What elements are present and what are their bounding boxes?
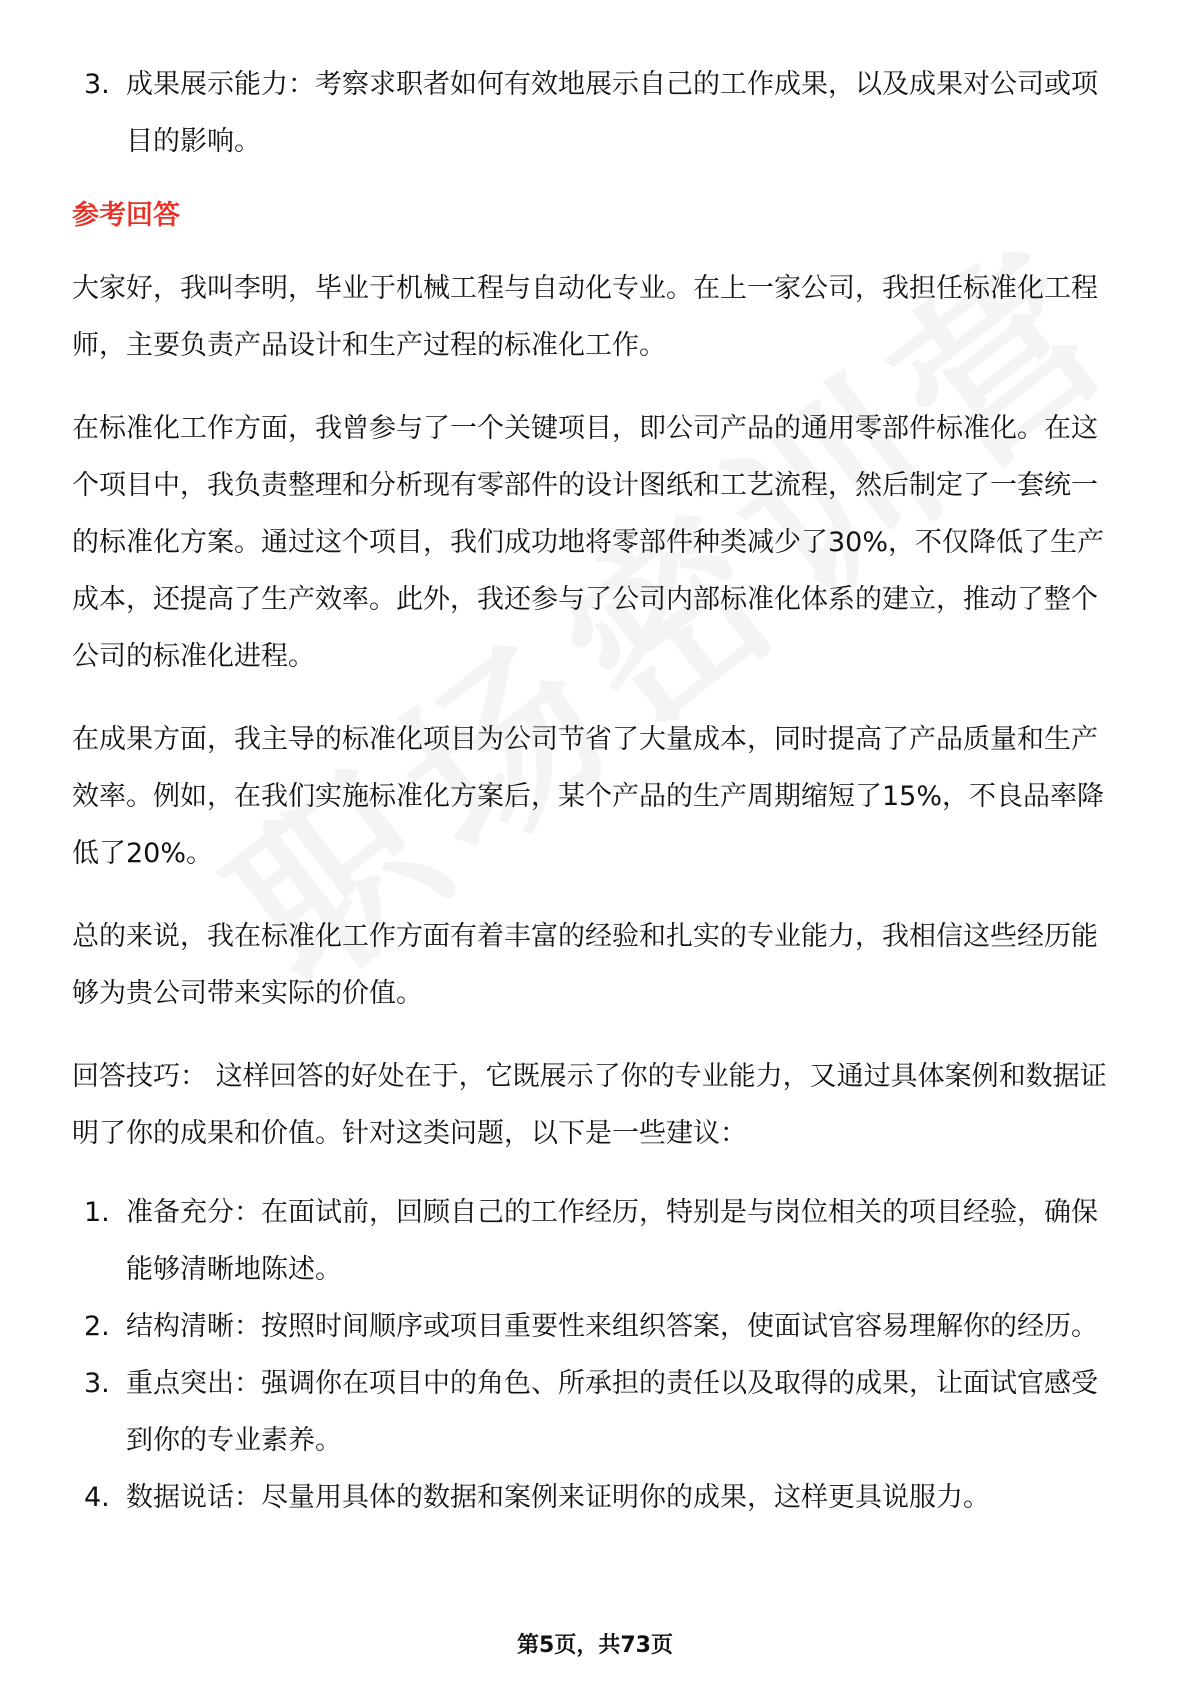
list-item-text: 数据说话：尽量用具体的数据和案例来证明你的成果，这样更具说服力。 (126, 1482, 990, 1513)
list-item-text: 准备充分：在面试前，回顾自己的工作经历，特别是与岗位相关的项目经验，确保能够清晰地陈述。 (126, 1197, 1098, 1285)
list-number: 2. (84, 1311, 110, 1342)
list-item-text: 结构清晰：按照时间顺序或项目重要性来组织答案，使面试官容易理解你的经历。 (126, 1311, 1098, 1342)
tips-list (72, 1184, 1124, 1526)
tip-item-1 (72, 1184, 1124, 1298)
answer-paragraph-2: 在标准化工作方面，我曾参与了一个关键项目，即公司产品的通用零部件标准化。在这个项目中，我负责整理和分析现有零部件的设计图纸和工艺流程，然后制定了一套统一的标准化方案。通过这个项目，我们成功地将零部件种类减少了30%，不仅降低了生产成本，还提高了生产效率。此外，我还参与了公司内部标准化体系的建立，推动了整个公司的标准化进程。 (72, 413, 1105, 672)
list-item-text: 重点突出：强调你在项目中的角色、所承担的责任以及取得的成果，让面试官感受到你的专业素养。 (126, 1368, 1098, 1456)
answer-paragraph-3: 在成果方面，我主导的标准化项目为公司节省了大量成本，同时提高了产品质量和生产效率。例如，在我们实施标准化方案后，某个产品的生产周期缩短了15%，不良品率降低了20%。 (72, 724, 1105, 869)
list-number: 1. (84, 1197, 110, 1228)
answer-paragraph-4: 总的来说，我在标准化工作方面有着丰富的经验和扎实的专业能力，我相信这些经历能够为贵公司带来实际的价值。 (72, 921, 1098, 1009)
list-item-text: 成果展示能力：考察求职者如何有效地展示自己的工作成果，以及成果对公司或项目的影响。 (126, 69, 1098, 157)
answer-paragraph-1: 大家好，我叫李明，毕业于机械工程与自动化专业。在上一家公司，我担任标准化工程师，主要负责产品设计和生产过程的标准化工作。 (72, 273, 1098, 361)
tips-intro: 回答技巧： 这样回答的好处在于，它既展示了你的专业能力，又通过具体案例和数据证明了你的成果和价值。针对这类问题，以下是一些建议： (72, 1061, 1107, 1149)
list-number: 3. (84, 69, 110, 100)
list-number: 4. (84, 1482, 110, 1513)
tip-item-2 (72, 1298, 1124, 1355)
section-heading: 参考回答 (72, 200, 180, 231)
list-number: 3. (84, 1368, 110, 1399)
page-footer: 第5页，共73页 (517, 1633, 673, 1658)
criteria-item-3 (72, 56, 1124, 170)
tip-item-4 (72, 1469, 1124, 1526)
page-content (72, 56, 1124, 1526)
tip-item-3 (72, 1355, 1124, 1469)
